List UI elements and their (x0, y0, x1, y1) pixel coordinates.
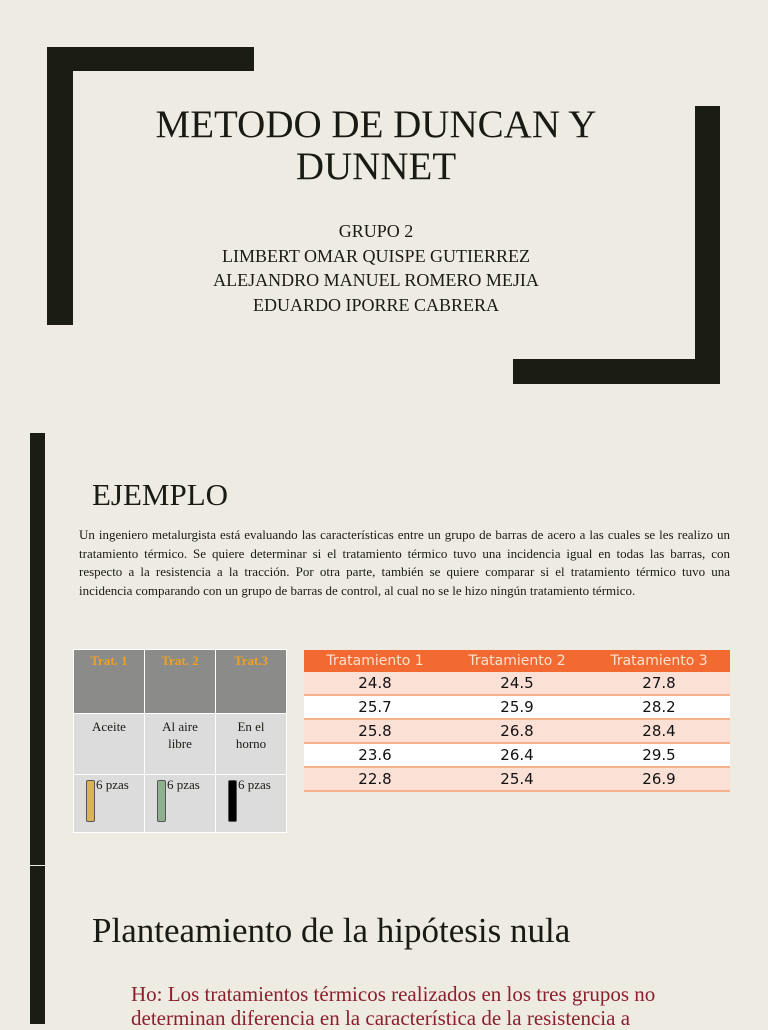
table-row (304, 695, 730, 719)
table-cell: 26.9 (588, 767, 730, 791)
title-slide (0, 0, 768, 410)
treatment-description (74, 714, 145, 775)
author-name: ALEJANDRO MANUEL ROMERO MEJIA (213, 270, 539, 290)
table-cell: 28.4 (588, 719, 730, 743)
treatment-header: Trat. 1 (74, 650, 145, 714)
author-name: EDUARDO IPORRE CABRERA (252, 294, 500, 315)
table-cell: 28.2 (588, 695, 730, 719)
table-cell: 27.8 (588, 672, 730, 695)
column-header: Tratamiento 2 (446, 650, 588, 672)
table-cell: 25.4 (446, 767, 588, 791)
column-header: Tratamiento 3 (588, 650, 730, 672)
steel-bar-icon (157, 780, 166, 822)
table-row (304, 719, 730, 743)
slide-accent-bar (30, 433, 45, 865)
presentation-title (110, 104, 642, 188)
sample-count: 6 pzas (238, 777, 271, 792)
table-row (304, 767, 730, 791)
hypothesis-heading: Planteamiento de la hipótesis nula (92, 911, 571, 950)
sample-count-cell (216, 775, 287, 833)
table-cell: 24.5 (446, 672, 588, 695)
example-paragraph: Un ingeniero metalurgista está evaluando las características entre un grupo de barras de acero a las cuales se les realizo un tratamiento térmico. Se quiere determinar si el tratamiento térmico tuvo una incidencia igual en todas las barras, con respecto a la resistencia a la tracción. Por otra parte, también se quiere comparar si el tratamiento térmico tuvo una incidencia comparando con un grupo de barras de control, al cual no se le hizo ningún tratamiento térmico. (79, 527, 730, 598)
sample-count-cell (145, 775, 216, 833)
steel-bar-icon (86, 780, 95, 822)
table-cell: 26.8 (446, 719, 588, 743)
sample-count: 6 pzas (167, 777, 200, 792)
example-heading: EJEMPLO (92, 477, 229, 512)
treatment-desc-line: Al aire (162, 719, 198, 734)
table-cell: 25.7 (304, 695, 446, 719)
example-slide (0, 433, 768, 865)
treatment-desc-line: libre (168, 736, 192, 751)
table-row (304, 743, 730, 767)
table-cell: 23.6 (304, 743, 446, 767)
author-name: LIMBERT OMAR QUISPE GUTIERREZ (221, 245, 531, 266)
frame-corner-top-left-vertical (47, 47, 73, 325)
author-list (110, 219, 642, 317)
table-cell: 25.9 (446, 695, 588, 719)
table-cell: 25.8 (304, 719, 446, 743)
null-hypothesis-text: Ho: Los tratamientos térmicos realizados en los tres grupos no determinan diferencia en la característica de la resistencia a (131, 982, 656, 1030)
treatment-groups-table (73, 649, 287, 833)
treatment-header: Trat. 2 (145, 650, 216, 714)
treatment-description (145, 714, 216, 775)
title-line-2: DUNNET (295, 145, 457, 188)
treatment-description (216, 714, 287, 775)
table-cell: 24.8 (304, 672, 446, 695)
slide-accent-bar (30, 866, 45, 1024)
treatment-desc-line: En el (237, 719, 265, 734)
table-cell: 22.8 (304, 767, 446, 791)
table-cell: 26.4 (446, 743, 588, 767)
treatment-desc-line: horno (235, 736, 267, 751)
tensile-strength-table (304, 650, 730, 792)
frame-corner-bottom-right-vertical (695, 106, 720, 384)
column-header: Tratamiento 1 (304, 650, 446, 672)
hypothesis-slide (0, 866, 768, 1030)
title-line-1: METODO DE DUNCAN Y (155, 103, 597, 146)
sample-count-cell (74, 775, 145, 833)
steel-bar-icon (228, 780, 237, 822)
sample-count: 6 pzas (96, 777, 129, 792)
treatment-header: Trat.3 (216, 650, 287, 714)
treatment-desc-line: Aceite (92, 719, 126, 734)
table-cell: 29.5 (588, 743, 730, 767)
frame-corner-top-left-horizontal (47, 47, 254, 71)
group-label: GRUPO 2 (338, 221, 414, 241)
frame-corner-bottom-right-horizontal (513, 359, 720, 384)
table-row (304, 672, 730, 695)
